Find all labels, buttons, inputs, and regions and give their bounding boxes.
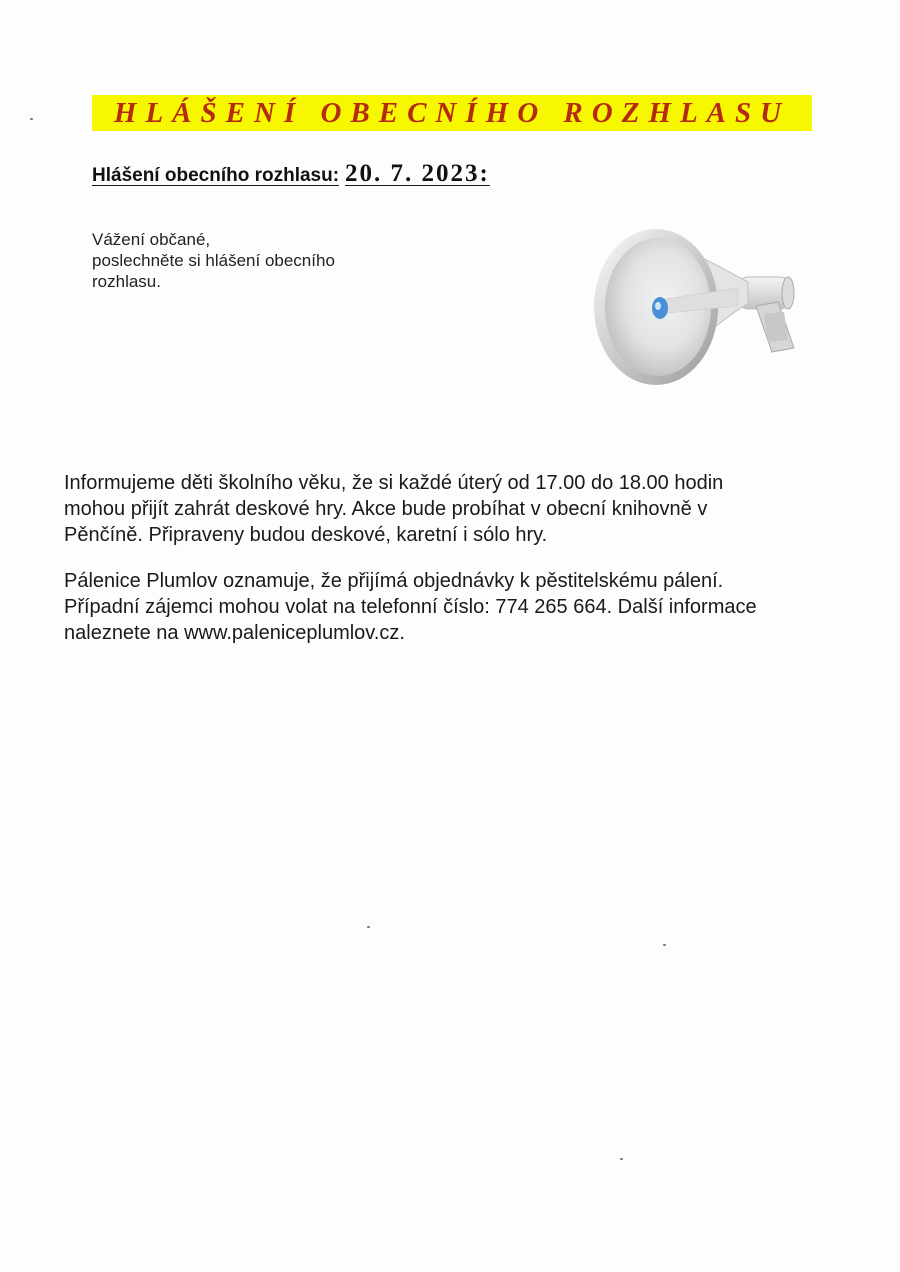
announcement-paragraph <box>64 470 844 548</box>
page-title: HLÁŠENÍ OBECNÍHO ROZHLASU <box>113 96 791 129</box>
paragraph-line: Pálenice Plumlov oznamuje, že přijímá objednávky k pěstitelskému pálení. <box>64 570 724 592</box>
announcement-heading-label: Hlášení obecního rozhlasu: <box>92 165 340 186</box>
greeting-line: poslechněte si hlášení obecního <box>92 251 335 270</box>
announcement-date: 20. 7. 2023: <box>345 160 490 187</box>
paragraph-line: Informujeme děti školního věku, že si každé úterý od 17.00 do 18.00 hodin <box>64 472 724 494</box>
paragraph-line: Pěnčíně. Připraveny budou deskové, karetní i sólo hry. <box>64 524 548 546</box>
paragraph-line: naleznete na www.paleniceplumlov.cz. <box>64 622 405 644</box>
scan-speck <box>367 926 370 928</box>
megaphone-icon <box>588 222 800 400</box>
title-banner <box>92 95 812 131</box>
scan-speck <box>620 1158 623 1160</box>
greeting-line: Vážení občané, <box>92 230 211 249</box>
greeting-line: rozhlasu. <box>92 272 161 291</box>
announcement-paragraph <box>64 568 844 646</box>
paragraph-line: mohou přijít zahrát deskové hry. Akce bude probíhat v obecní knihovně v <box>64 498 708 520</box>
announcement-heading <box>92 160 490 188</box>
greeting-text <box>92 229 412 292</box>
paragraph-line: Případní zájemci mohou volat na telefonní číslo: 774 265 664. Další informace <box>64 596 757 618</box>
scan-speck <box>30 118 33 120</box>
scan-speck <box>663 944 666 946</box>
